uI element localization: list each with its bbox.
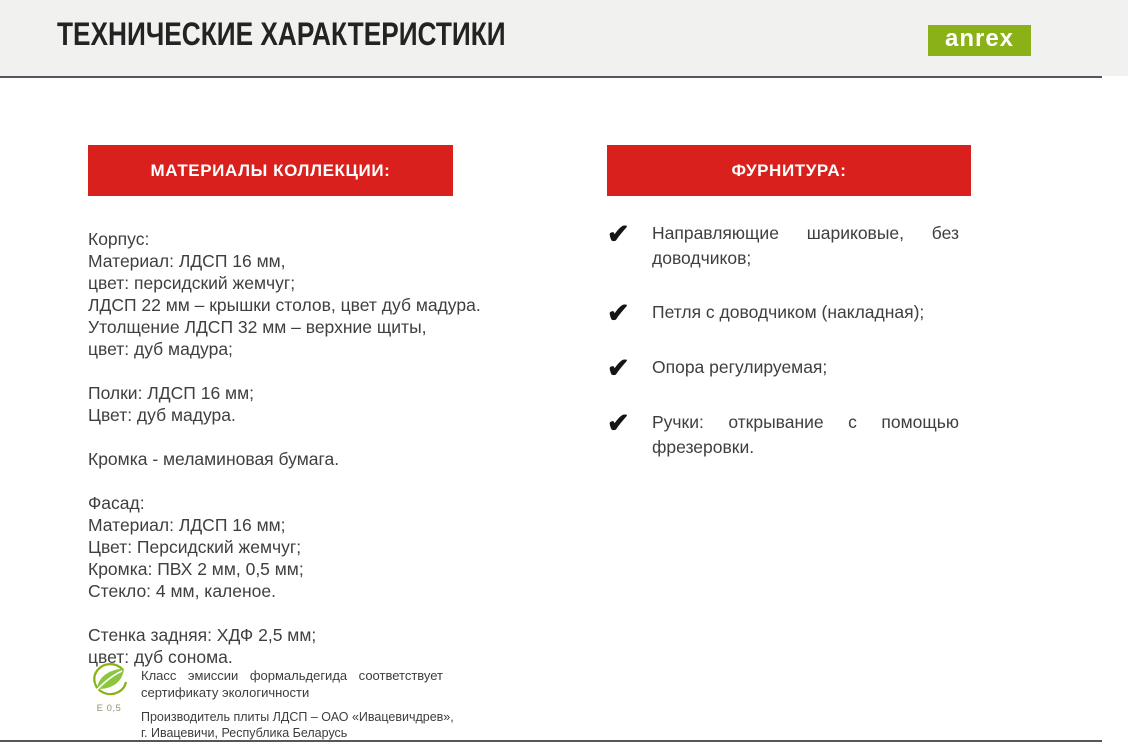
materials-line: Цвет: дуб мадура.: [88, 405, 236, 425]
materials-line: Полки: ЛДСП 16 мм;: [88, 383, 254, 403]
materials-line: Стекло: 4 мм, каленое.: [88, 581, 276, 601]
materials-line: Корпус:: [88, 229, 150, 249]
eco-certificate-text: Класс эмиссии формальдегида соответствует сертификату экологичности: [141, 668, 443, 700]
furniture-item-text: Опора регулируемая;: [652, 357, 828, 377]
producer-text: [141, 709, 471, 741]
bottom-divider: [0, 740, 1102, 742]
eco-badge: [86, 662, 132, 714]
materials-line: ЛДСП 22 мм – крышки столов, цвет дуб мадура.: [88, 295, 481, 315]
materials-line: Материал: ЛДСП 16 мм,: [88, 251, 286, 271]
materials-paragraph: [88, 448, 540, 470]
materials-banner: МАТЕРИАЛЫ КОЛЛЕКЦИИ:: [88, 145, 453, 196]
materials-line: Стенка задняя: ХДФ 2,5 мм;: [88, 625, 317, 645]
materials-paragraph: [88, 492, 540, 602]
materials-line: Кромка: ПВХ 2 мм, 0,5 мм;: [88, 559, 304, 579]
materials-line: цвет: персидский жемчуг;: [88, 273, 296, 293]
checkmark-icon: ✔: [607, 353, 630, 383]
furniture-item-text: Петля с доводчиком (накладная);: [652, 302, 925, 322]
materials-line: Утолщение ЛДСП 32 мм – верхние щиты,: [88, 317, 427, 337]
furniture-banner: ФУРНИТУРА:: [607, 145, 971, 196]
eco-class-label: E 0,5: [96, 703, 122, 714]
materials-line: Фасад:: [88, 493, 145, 513]
anrex-logo-text: anrex: [944, 24, 1015, 52]
eco-leaf-icon: [88, 662, 130, 700]
furniture-item-text: Ручки: открывание с помощью фрезеровки.: [652, 412, 959, 457]
materials-line: Материал: ЛДСП 16 мм;: [88, 515, 286, 535]
producer-line-1: Производитель плиты ЛДСП – ОАО «Ивацевичдрев»,: [141, 710, 454, 724]
furniture-item-text: Направляющие шариковые, без доводчиков;: [652, 223, 959, 268]
furniture-item: [607, 221, 959, 271]
materials-paragraph: [88, 228, 540, 360]
page-title: ТЕХНИЧЕСКИЕ ХАРАКТЕРИСТИКИ: [57, 16, 506, 52]
materials-paragraph: [88, 382, 540, 426]
materials-text: [88, 228, 540, 690]
materials-line: цвет: дуб мадура;: [88, 339, 233, 359]
materials-line: Кромка - меламиновая бумага.: [88, 449, 340, 469]
furniture-item: [607, 410, 959, 460]
anrex-logo: [928, 25, 1031, 56]
materials-paragraph: [88, 624, 540, 668]
producer-line-2: г. Ивацевичи, Республика Беларусь: [141, 726, 348, 740]
materials-line: цвет: дуб сонома.: [88, 647, 233, 667]
checkmark-icon: ✔: [607, 219, 630, 249]
furniture-item: [607, 355, 959, 381]
furniture-list: [607, 221, 959, 489]
furniture-item: [607, 300, 959, 326]
checkmark-icon: ✔: [607, 408, 630, 438]
header-divider: [0, 76, 1102, 78]
materials-line: Цвет: Персидский жемчуг;: [88, 537, 302, 557]
checkmark-icon: ✔: [607, 298, 630, 328]
